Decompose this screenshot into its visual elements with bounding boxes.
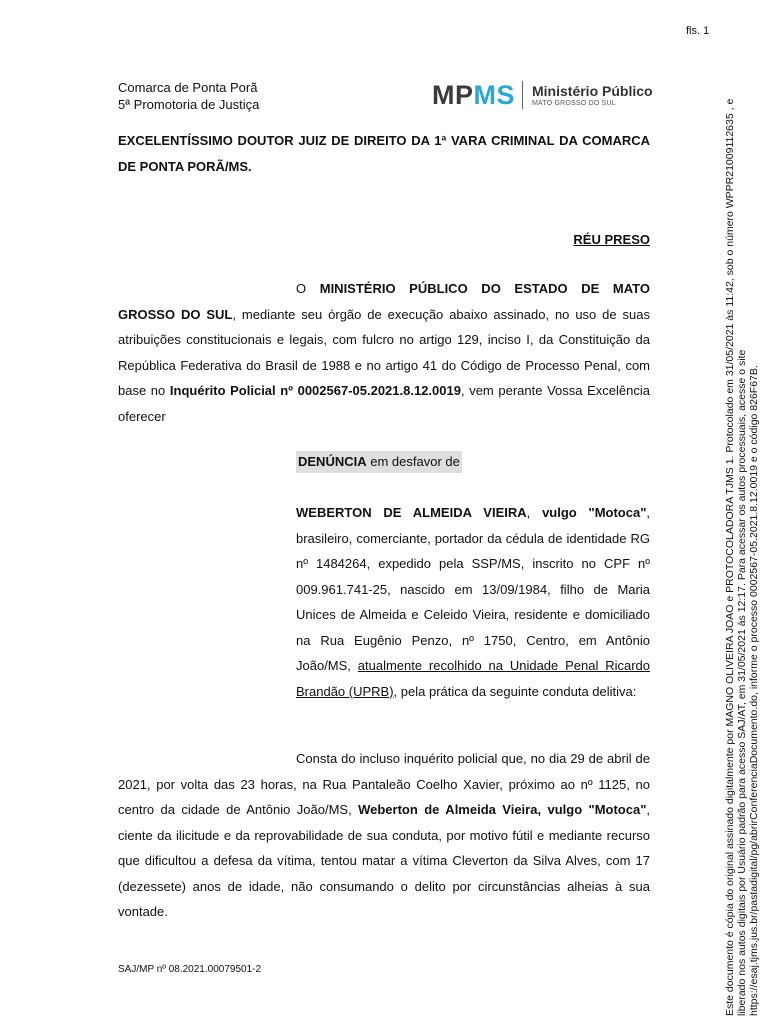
defendant-alias: vulgo "Motoca"	[542, 505, 647, 520]
comarca-line: Comarca de Ponta Porã	[118, 80, 258, 95]
stamp-line-2: liberado nos autos digitais por Usuário padrão para acesso SAJ/AT, em 31/05/2021 às 12:17. Para acessar os autos processuais, acesse o site	[736, 349, 748, 1016]
denuncia-rest: em desfavor de	[366, 454, 460, 469]
intro-paragraph	[118, 276, 650, 429]
promotoria-line: 5ª Promotoria de Justiça	[118, 97, 260, 112]
logo-mark-ms: MS	[473, 80, 515, 110]
denuncia-bold: DENÚNCIA	[298, 454, 367, 469]
intro-text-3: , vem perante Vossa Excelência oferecer	[118, 383, 651, 424]
logo-subtitle: MATO GROSSO DO SUL	[532, 99, 616, 107]
facts-paragraph	[118, 746, 650, 925]
logo-mark-mp: MP	[432, 80, 474, 110]
facts-text-2: , ciente da ilicitude e da reprovabilidade de sua conduta, por motivo fútil e mediante recurso que dificultou a defesa da vítima, tentou matar a vítima Cleverton da Silva Alves, com 17 (dezessete) anos de idade, não consumando o delito por circunstâncias alheias à sua vontade.	[118, 802, 650, 919]
intro-text-2: , mediante seu órgão de execução abaixo assinado, no uso de suas atribuições constitucionais e legais, com fulcro no artigo 129, inciso I, da Constituição da República Federativa do Brasil de 1988 e no artigo 41 do Código de Processo Penal, com base no	[118, 306, 650, 398]
stamp-line-3: https://esaj.tjms.jus.br/pastadigital/pg/abrirConferenciaDocumento.do, informe o processo 0002567-05.2021.8.12.0019 e o código 826F67B.	[748, 365, 760, 1016]
reu-preso-label: RÉU PRESO	[573, 232, 650, 247]
facts-text-1: Consta do incluso inquérito policial que, no dia 29 de abril de 2021, por volta das 23 horas, na Rua Pantaleão Coelho Xavier, próximo ao nº 1125, no centro da cidade de Antônio João/MS,	[118, 751, 650, 817]
logo-title: Ministério Público	[532, 82, 653, 99]
addressee: EXCELENTÍSSIMO DOUTOR JUIZ DE DIREITO DA 1ª VARA CRIMINAL DA COMARCA DE PONTA PORÃ/MS.	[118, 133, 650, 174]
facts-bold-1: Weberton de Almeida Vieira, vulgo "Motoca"	[358, 802, 647, 817]
mpms-logo	[432, 80, 653, 110]
intro-text-1: O	[296, 281, 320, 296]
defendant-custody: atualmente recolhido na Unidade Penal Ricardo Brandão (UPRB)	[296, 658, 650, 699]
footer-reference: SAJ/MP nº 08.2021.00079501-2	[118, 964, 262, 975]
logo-divider	[522, 81, 523, 109]
court-header	[118, 79, 259, 113]
stamp-line-1: Este documento é cópia do original assinado digitalmente por MAGNO OLIVEIRA JOAO e PROTOCOLADORA TJMS 1. Protocolado em 31/05/2021 às 11:42, sob o número WPPR21009112635 , e	[724, 98, 736, 1016]
defendant-sep: ,	[526, 505, 543, 520]
defendant-text-1: , brasileiro, comerciante, portador da cédula de identidade RG nº 1484264, expedido pela SSP/MS, inscrito no CPF nº 009.961.741-25, nascido em 13/09/1984, filho de Maria Unices de Almeida e Celeido Vieira, residente e domiciliado na Rua Eugênio Penzo, nº 1750, Centro, em Antônio João/MS,	[296, 505, 650, 673]
digital-signature-stamp	[724, 0, 768, 1024]
page-number: fls. 1	[686, 25, 710, 37]
defendant-name: WEBERTON DE ALMEIDA VIEIRA	[296, 505, 527, 520]
defendant-paragraph	[296, 500, 650, 704]
intro-bold-2: Inquérito Policial nº 0002567-05.2021.8.12.0019	[169, 383, 461, 398]
denuncia-heading	[296, 451, 462, 473]
intro-bold-1: MINISTÉRIO PÚBLICO DO ESTADO DE MATO GROSSO DO SUL	[118, 281, 650, 322]
logo-mark	[432, 80, 515, 110]
defendant-text-2: , pela prática da seguinte conduta delitiva:	[393, 683, 637, 699]
logo-text	[532, 83, 653, 108]
